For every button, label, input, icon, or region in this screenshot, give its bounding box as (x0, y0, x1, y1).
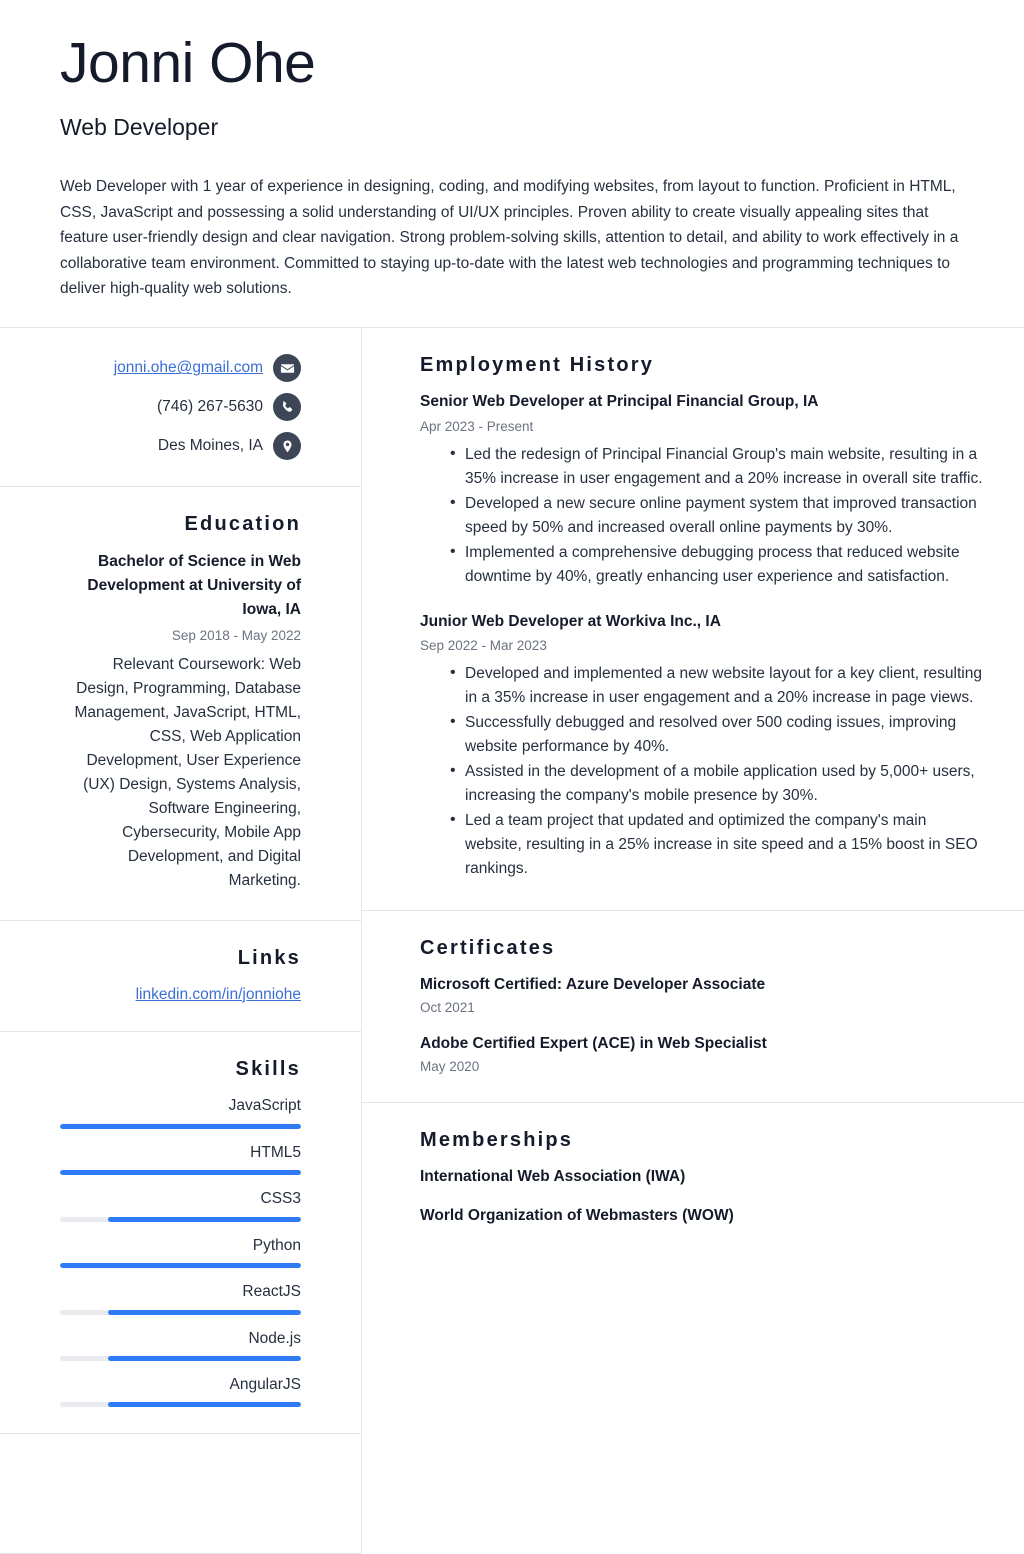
skill-level-fill (60, 1170, 301, 1175)
link-item[interactable]: linkedin.com/in/jonniohe (135, 985, 301, 1003)
skill-name: HTML5 (250, 1143, 301, 1161)
skill-item (60, 1095, 301, 1128)
skill-name: ReactJS (242, 1283, 301, 1301)
contact-email-row[interactable] (60, 354, 301, 382)
main-column (362, 328, 1024, 1554)
memberships-block (362, 1103, 1024, 1255)
skill-level-fill (108, 1402, 301, 1407)
skill-item (60, 1281, 301, 1314)
skill-level-bar (60, 1402, 301, 1407)
skill-level-fill (60, 1124, 301, 1129)
employment-heading: Employment History (420, 354, 655, 377)
job-title: Web Developer (60, 113, 219, 140)
skill-name: JavaScript (228, 1097, 301, 1115)
job-role: Junior Web Developer at Workiva Inc., IA (420, 612, 721, 630)
certificate-item (420, 1033, 984, 1074)
certificates-heading: Certificates (420, 937, 556, 960)
skill-level-bar (60, 1356, 301, 1361)
skill-level-bar (60, 1310, 301, 1315)
links-block (0, 921, 361, 1033)
job-bullet: • Led the redesign of Principal Financial Group's main website, resulting in a 35% increase in user engagement and a 20% increase in overall site traffic. (450, 443, 984, 491)
professional-summary: Web Developer with 1 year of experience in designing, coding, and modifying websites, from layout to function. Proficient in HTML, CSS, JavaScript and possessing a solid understanding of UI/UX principles. Proven ability to create visually appealing sites that feature user-friendly design and clear navigation. Strong problem-solving skills, attention to detail, and ability to work effectively in a collaborative team environment. Committed to staying up-to-date with the latest web technologies and programming techniques to deliver high-quality web solutions. (60, 178, 959, 298)
skill-name: Node.js (248, 1329, 301, 1347)
links-list (60, 984, 301, 1006)
certificate-title: Microsoft Certified: Azure Developer Associate (420, 976, 766, 994)
skill-name: CSS3 (260, 1190, 301, 1208)
map-pin-icon (273, 432, 301, 460)
skill-level-bar (60, 1124, 301, 1129)
links-heading: Links (237, 946, 301, 969)
job-bullet: • Developed a new secure online payment system that improved transaction speed by 50% and increased overall online payments by 30%. (450, 492, 984, 540)
job-bullet-list (420, 662, 984, 881)
job-date: Sep 2022 - Mar 2023 (420, 638, 547, 654)
employment-list (420, 391, 984, 881)
skill-level-fill (108, 1310, 301, 1315)
memberships-list (420, 1166, 984, 1227)
envelope-icon (273, 354, 301, 382)
sidebar (0, 328, 362, 1554)
job-bullet: • Developed and implemented a new website layout for a key client, resulting in a 35% increase in user engagement and a 20% increase in page views. (450, 662, 984, 710)
skill-item (60, 1328, 301, 1361)
skill-level-fill (108, 1356, 301, 1361)
employment-block (362, 328, 1024, 911)
employment-item (420, 611, 984, 881)
skills-block (0, 1032, 361, 1434)
skill-item (60, 1142, 301, 1175)
contact-block (0, 328, 361, 487)
resume-header (0, 0, 1024, 327)
certificate-date: Oct 2021 (420, 999, 475, 1015)
contact-location-row[interactable] (60, 432, 301, 460)
skill-level-bar (60, 1217, 301, 1222)
job-date: Apr 2023 - Present (420, 419, 534, 435)
phone-icon (273, 393, 301, 421)
education-block (0, 487, 361, 920)
contact-location: Des Moines, IA (157, 437, 263, 455)
certificate-title: Adobe Certified Expert (ACE) in Web Specialist (420, 1034, 767, 1052)
job-bullet: • Implemented a comprehensive debugging process that reduced website downtime by 40%, greatly enhancing user experience and satisfaction. (450, 541, 984, 589)
education-heading: Education (184, 513, 301, 536)
contact-phone-row[interactable] (60, 393, 301, 421)
education-degree: Bachelor of Science in Web Development at University of Iowa, IA (87, 553, 301, 618)
contact-email[interactable]: jonni.ohe@gmail.com (113, 359, 263, 377)
job-role: Senior Web Developer at Principal Financial Group, IA (420, 393, 819, 411)
employment-item (420, 391, 984, 588)
certificates-block (362, 911, 1024, 1102)
certificate-date: May 2020 (420, 1058, 480, 1074)
skill-item (60, 1374, 301, 1407)
membership-item: International Web Association (IWA) (420, 1167, 686, 1185)
skill-item (60, 1188, 301, 1221)
resume-body (0, 328, 1024, 1554)
memberships-heading: Memberships (420, 1128, 574, 1151)
skill-level-fill (108, 1217, 301, 1222)
education-date: Sep 2018 - May 2022 (171, 628, 301, 644)
job-bullet: • Led a team project that updated and optimized the company's main website, resulting in a 25% increase in site speed and a 15% boost in SEO rankings. (450, 809, 984, 881)
job-bullet-list (420, 443, 984, 589)
skill-level-bar (60, 1170, 301, 1175)
skill-name: Python (252, 1236, 301, 1254)
skills-heading: Skills (235, 1058, 301, 1081)
education-description: Relevant Coursework: Web Design, Programming, Database Management, JavaScript, HTML, CSS, Web Application Development, User Experience (UX) Design, Systems Analysis, Software Engineering, Cybersecurity, Mobile App Development, and Digital Marketing. (74, 656, 301, 890)
page-title: Jonni Ohe (60, 31, 316, 95)
contact-phone: (746) 267-5630 (157, 398, 263, 416)
job-bullet: • Successfully debugged and resolved over 500 coding issues, improving website performance by 40%. (450, 711, 984, 759)
certificate-item (420, 974, 984, 1015)
certificates-list (420, 974, 984, 1073)
sidebar-filler (0, 1434, 361, 1554)
job-bullet: • Assisted in the development of a mobile application used by 5,000+ users, increasing the company's mobile presence by 30%. (450, 760, 984, 808)
skill-name: AngularJS (229, 1376, 301, 1393)
membership-item: World Organization of Webmasters (WOW) (420, 1207, 734, 1225)
skill-item (60, 1235, 301, 1268)
skills-list (60, 1095, 301, 1407)
skill-level-fill (60, 1263, 301, 1268)
skill-level-bar (60, 1263, 301, 1268)
